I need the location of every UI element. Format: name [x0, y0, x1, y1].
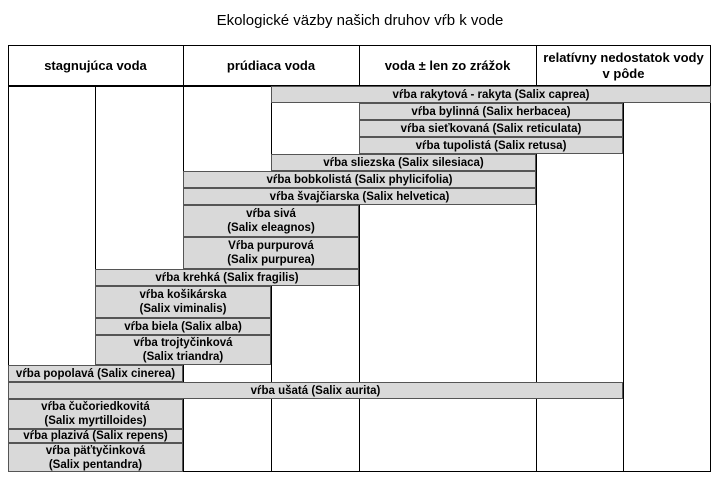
- bar-salix-alba: vŕba biela (Salix alba): [95, 318, 271, 335]
- header-flowing-water: prúdiaca voda: [226, 57, 316, 73]
- bar-salix-triandra: vŕba trojtyčinková (Salix triandra): [95, 335, 271, 365]
- header-stagnant-water: stagnujúca voda: [44, 57, 147, 73]
- bar-salix-pentandra: vŕba päťtyčinková (Salix pentandra): [8, 443, 183, 472]
- bar-salix-phylicifolia: vŕba bobkolistá (Salix phylicifolia): [183, 171, 536, 188]
- bar-salix-silesiaca: vŕba sliezska (Salix silesiaca): [271, 154, 536, 171]
- header-water-shortage: relatívny nedostatok vody v pôde: [543, 49, 704, 81]
- bar-salix-viminalis: vŕba košikárska (Salix viminalis): [95, 286, 271, 318]
- grid-line: [623, 87, 624, 472]
- bar-salix-aurita: vŕba ušatá (Salix aurita): [8, 382, 623, 399]
- bar-salix-helvetica: vŕba švajčiarska (Salix helvetica): [183, 188, 536, 205]
- bar-salix-eleagnos: vŕba sivá (Salix eleagnos): [183, 205, 359, 237]
- bar-salix-reticulata: vŕba sieťkovaná (Salix reticulata): [359, 120, 623, 137]
- bar-salix-fragilis: vŕba krehká (Salix fragilis): [95, 269, 359, 286]
- bar-salix-herbacea: vŕba bylinná (Salix herbacea): [359, 103, 623, 120]
- bar-salix-repens: vŕba plazivá (Salix repens): [8, 429, 183, 443]
- chart-title: Ekologické väzby našich druhov vŕb k vode: [216, 12, 504, 29]
- bar-salix-cinerea: vŕba popolavá (Salix cinerea): [8, 365, 183, 382]
- bar-salix-retusa: vŕba tupolistá (Salix retusa): [359, 137, 623, 154]
- bar-salix-purpurea: Vŕba purpurová (Salix purpurea): [183, 237, 359, 269]
- header-rain-water: voda ± len zo zrážok: [384, 57, 511, 73]
- bar-salix-myrtilloides: vŕba čučoriedkovitá (Salix myrtilloides): [8, 399, 183, 429]
- bar-salix-caprea: vŕba rakytová - rakyta (Salix caprea): [271, 86, 711, 103]
